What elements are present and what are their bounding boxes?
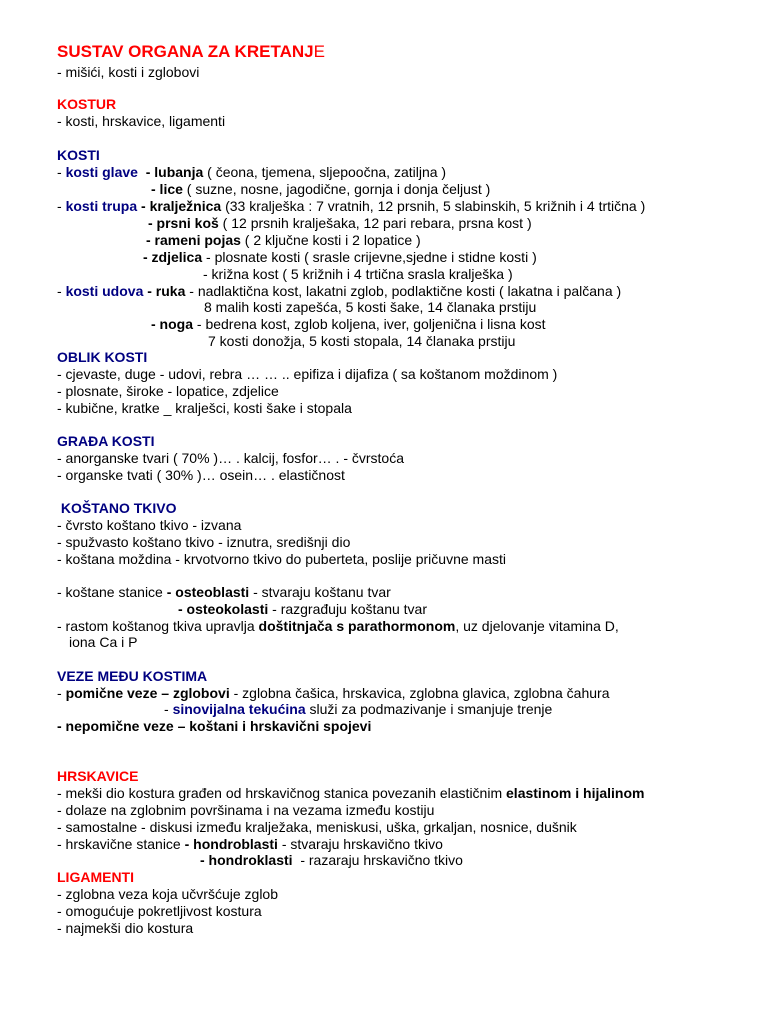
- prsni-kos-label: - prsni koš: [148, 215, 219, 231]
- grada-line-1: - anorganske tvari ( 70% )… . kalcij, fosfor… . - čvrstoća: [57, 450, 404, 466]
- heading-grada-kosti: GRAĐA KOSTI: [57, 433, 155, 449]
- rast-prefix: - rastom koštanog tkiva upravlja: [57, 618, 259, 634]
- kostur-line: - kosti, hrskavice, ligamenti: [57, 113, 226, 129]
- kosti-trupa-label: kosti trupa: [65, 198, 138, 214]
- title-main: SUSTAV ORGANA ZA KRETANJ: [57, 42, 314, 61]
- osteokolasti-label: - osteokolasti: [178, 601, 269, 617]
- kosti-glave-label: kosti glave: [65, 164, 138, 180]
- prsni-kos-text: ( 12 prsnih kralješaka, 12 pari rebara, prsna kost ): [218, 215, 532, 231]
- heading-ligamenti: LIGAMENTI: [57, 869, 134, 885]
- lice-text: ( suzne, nosne, jagodične, gornja i donja čeljust ): [182, 181, 491, 197]
- ligamenti-line-2: - omogućuje pokretljivost kostura: [57, 903, 262, 919]
- pomicne-veze-label: pomične veze – zglobovi: [65, 685, 230, 701]
- stanice-line: [57, 584, 391, 601]
- rameni-pojas-text: ( 2 ključne kosti i 2 lopatice ): [240, 232, 421, 248]
- lubanja-label: - lubanja: [145, 164, 204, 180]
- lubanja-text: ( čeona, tjemena, sljepoočna, zatiljna ): [203, 164, 447, 180]
- heading-oblik-kosti: OBLIK KOSTI: [57, 349, 148, 365]
- ligamenti-line-3: - najmekši dio kostura: [57, 920, 194, 936]
- kosti-udova-line: [57, 283, 621, 300]
- osteokolasti-text: - razgrađuju koštanu tvar: [268, 601, 427, 617]
- rameni-pojas-line: [146, 232, 421, 249]
- dash: -: [57, 164, 66, 180]
- zdjelica-line: [143, 249, 537, 266]
- osteoblasti-label: - osteoblasti: [166, 584, 250, 600]
- stanice-prefix: - koštane stanice: [57, 584, 167, 600]
- oblik-line-3: - kubične, kratke _ kralješci, kosti šake i stopala: [57, 400, 352, 416]
- oblik-line-2: - plosnate, široke - lopatice, zdjelice: [57, 383, 279, 399]
- pomicne-veze-line: [57, 685, 610, 702]
- hrskavice-line-1-text: - mekši dio kostura građen od hrskavičnog stanica povezanih elastičnim: [57, 785, 507, 801]
- tkivo-line-2: - spužvasto koštano tkivo - iznutra, središnji dio: [57, 534, 351, 550]
- lice-line: [151, 181, 490, 198]
- hrskavice-line-3: - samostalne - diskusi između kralježaka, meniskusi, uška, grkaljan, nosnice, dušnik: [57, 819, 577, 835]
- dash: -: [57, 685, 66, 701]
- document-title: [57, 42, 325, 62]
- osteokolasti-line: [178, 601, 427, 618]
- noga-line: [151, 316, 546, 333]
- krizna-kost-line: - križna kost ( 5 križnih i 4 trtična srasla kralješka ): [203, 266, 513, 282]
- ruka-text: - nadlaktična kost, lakatni zglob, podlaktične kosti ( lakatna i palčana ): [185, 283, 622, 299]
- title-last-letter: E: [313, 42, 325, 61]
- ruka-line-2: 8 malih kosti zapešća, 5 kosti šake, 14 članaka prstiju: [204, 299, 537, 315]
- hrskavice-line-1: [57, 785, 644, 802]
- rast-suffix: , uz djelovanje vitamina D,: [455, 618, 619, 634]
- heading-veze: VEZE MEĐU KOSTIMA: [57, 668, 208, 684]
- kosti-glave-line: [57, 164, 446, 181]
- sinovijalna-text: služi za podmazivanje i smanjuje trenje: [305, 701, 553, 717]
- oblik-line-1: - cjevaste, duge - udovi, rebra … … .. epifiza i dijafiza ( sa koštanom moždinom ): [57, 366, 558, 382]
- noga-label: - noga: [151, 316, 193, 332]
- rast-hormone: doštitnjača s parathormonom: [258, 618, 456, 634]
- noga-text: - bedrena kost, zglob koljena, iver, goljenična i lisna kost: [193, 316, 546, 332]
- hrskavice-line-2: - dolaze na zglobnim površinama i na vezama između kostiju: [57, 802, 435, 818]
- rast-line-2: iona Ca i P: [69, 634, 138, 650]
- hondroklasti-text: - razaraju hrskavično tkivo: [292, 852, 463, 868]
- dash: -: [57, 283, 66, 299]
- heading-kostur: KOSTUR: [57, 96, 117, 112]
- heading-kostano-tkivo: KOŠTANO TKIVO: [57, 500, 177, 516]
- hondroklasti-label: - hondroklasti: [200, 852, 293, 868]
- tkivo-line-1: - čvrsto koštano tkivo - izvana: [57, 517, 242, 533]
- ruka-label: - ruka: [143, 283, 186, 299]
- hrskavicne-stanice-prefix: - hrskavične stanice: [57, 836, 185, 852]
- heading-kosti: KOSTI: [57, 147, 100, 163]
- heading-hrskavice: HRSKAVICE: [57, 768, 139, 784]
- hondroblasti-label: - hondroblasti: [184, 836, 278, 852]
- pomicne-veze-text: - zglobna čašica, hrskavica, zglobna glavica, zglobna čahura: [229, 685, 610, 701]
- nepomicne-veze-line: - nepomične veze – koštani i hrskavični spojevi: [57, 718, 372, 734]
- hondroblasti-line: [57, 836, 443, 853]
- kraljeznica-text: (33 kralješka : 7 vratnih, 12 prsnih, 5 slabinskih, 5 križnih i 4 trtična ): [221, 198, 646, 214]
- kraljeznica-label: - kralježnica: [137, 198, 222, 214]
- rast-line: [57, 618, 619, 635]
- dash: -: [164, 701, 173, 717]
- dash: -: [57, 198, 66, 214]
- hondroblasti-text: - stvaraju hrskavično tkivo: [277, 836, 443, 852]
- ligamenti-line-1: - zglobna veza koja učvršćuje zglob: [57, 886, 279, 902]
- elastin-hijalin: elastinom i hijalinom: [506, 785, 645, 801]
- prsni-kos-line: [148, 215, 532, 232]
- rameni-pojas-label: - rameni pojas: [146, 232, 241, 248]
- grada-line-2: - organske tvati ( 30% )… osein… . elastičnost: [57, 467, 345, 483]
- zdjelica-text: - plosnate kosti ( srasle crijevne,sjedne i stidne kosti ): [202, 249, 537, 265]
- lice-label: - lice: [151, 181, 183, 197]
- sinovijalna-label: sinovijalna tekućina: [172, 701, 306, 717]
- hondroklasti-line: [200, 852, 463, 869]
- zdjelica-label: - zdjelica: [143, 249, 203, 265]
- kosti-trupa-line: [57, 198, 645, 215]
- osteoblasti-text: - stvaraju koštanu tvar: [249, 584, 391, 600]
- sinovijalna-line: [164, 701, 552, 718]
- tkivo-line-3: - koštana moždina - krvotvorno tkivo do puberteta, poslije pričuvne masti: [57, 551, 506, 567]
- noga-line-2: 7 kosti donožja, 5 kosti stopala, 14 članaka prstiju: [208, 333, 516, 349]
- intro-line: - mišići, kosti i zglobovi: [57, 64, 200, 80]
- kosti-udova-label: kosti udova: [65, 283, 144, 299]
